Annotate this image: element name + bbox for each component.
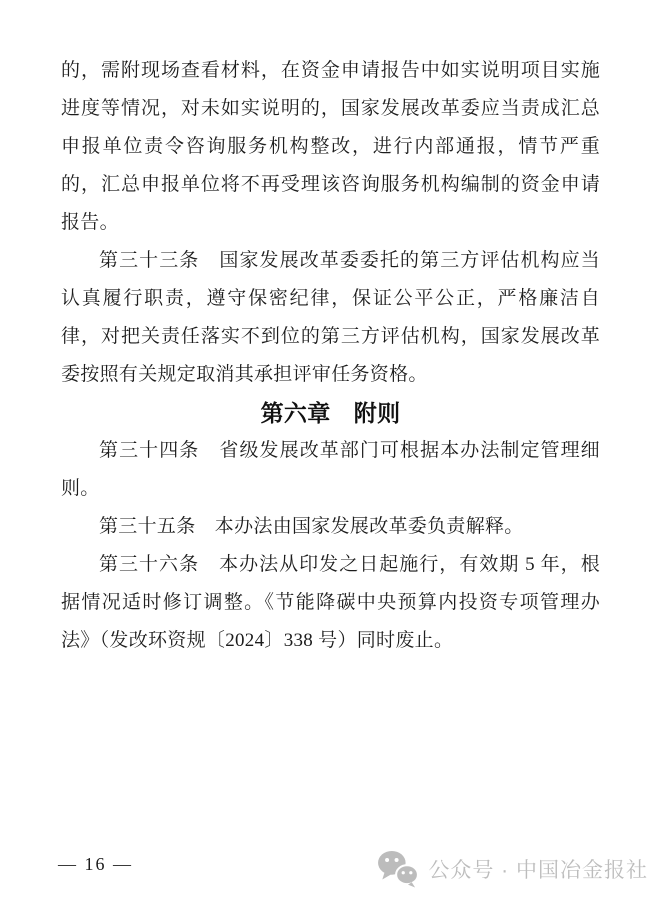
- intro-paragraph: 的，需附现场查看材料，在资金申请报告中如实说明项目实施进度等情况，对未如实说明的，国家发展改革委应当责成汇总申报单位责令咨询服务机构整改，进行内部通报，情节严重的，汇总申报单位将不再受理该咨询服务机构编制的资金申请报告。: [61, 60, 600, 233]
- page-number: — 16 —: [58, 854, 133, 874]
- wechat-icon: [377, 850, 419, 888]
- article-33-paragraph: 第三十三条 国家发展改革委委托的第三方评估机构应当认真履行职责，遵守保密纪律，保证公平公正，严格廉洁自律，对把关责任落实不到位的第三方评估机构，国家发展改革委按照有关规定取消其承担评审任务资格。: [61, 250, 600, 385]
- article-34-paragraph: 第三十四条 省级发展改革部门可根据本办法制定管理细则。: [61, 440, 600, 499]
- document-body: [61, 52, 600, 660]
- article-36-paragraph: 第三十六条 本办法从印发之日起施行，有效期 5 年，根据情况适时修订调整。《节能降碳中央预算内投资专项管理办法》（发改环资规〔2024〕338 号）同时废止。: [61, 554, 600, 651]
- watermark-text: 公众号 · 中国冶金报社: [428, 859, 648, 882]
- page-footer: [0, 848, 660, 892]
- article-35-paragraph: 第三十五条 本办法由国家发展改革委负责解释。: [99, 516, 524, 537]
- chapter-6-heading: 第六章 附则: [260, 400, 401, 426]
- wechat-watermark: [377, 850, 648, 888]
